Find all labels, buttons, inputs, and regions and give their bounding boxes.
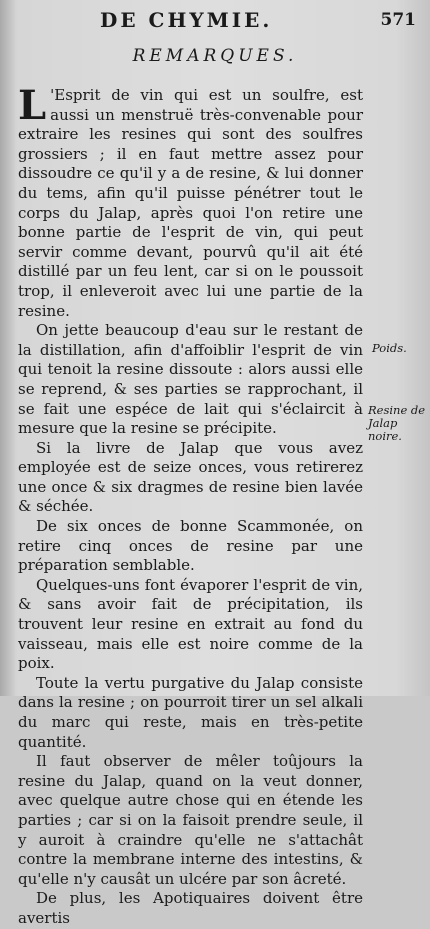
- drop-cap: L: [18, 82, 47, 129]
- margin-note-poids: Poids.: [372, 341, 407, 355]
- paragraph: On jette beaucoup d'eau sur le restant de la distillation, afin d'affoiblir l'esprit de vin qui tenoit la resine dissoute : alors aussi elle se reprend, & ses parties se rapprochant, il se fait une espéce de lait qui s'éclaircit à mesure que la resine se précipite.: [18, 321, 363, 438]
- paragraph: Quelques-uns font évaporer l'esprit de vin, & sans avoir fait de précipitation, ils trouvent leur resine en extrait au fond du vaisseau, mais elle est noire comme de la poix.: [18, 575, 363, 673]
- page-number: 571: [380, 10, 416, 30]
- running-head: [0, 6, 430, 34]
- margin-note-resine: Resine de Jalap noire.: [368, 403, 426, 443]
- paragraph: Toute la vertu purgative du Jalap consiste dans la resine ; on pourroit tirer un sel alkali du marc qui reste, mais en très-petite quantité.: [18, 673, 363, 751]
- paragraph-text: 'Esprit de vin qui est un soulfre, est aussi un menstruë très-convenable pour extraire les resines qui sont des soulfres grossiers ; il en faut mettre assez pour dissoudre ce qu'il y a de resine, & lui donner du tems, afin qu'il puisse pénétrer tout le corps du Jalap, après quoi l'on retire une bonne partie de l'esprit de vin, qui peut servir comme devant, pourvû qu'il ait été distillé par un feu lent, car si on le poussoit trop, il enleveroit avec lui une partie de la resine.: [18, 86, 363, 320]
- body-text: [18, 82, 363, 929]
- paragraph: Il faut observer de mêler toûjours la resine du Jalap, quand on la veut donner, avec quelque autre chose qui en étende les parties ; car si on la faisoit prendre seule, il y auroit à craindre qu'elle ne s'attachât contre la membrane interne des intestins, & qu'elle n'y causât un ulcére par son âcreté.: [18, 752, 363, 888]
- paragraph: De plus, les Apotiquaires doivent être avertis: [18, 889, 363, 927]
- paragraph: Si la livre de Jalap que vous avez employée est de seize onces, vous retirerez une once & six dragmes de resine bien lavée & séchée.: [18, 438, 363, 516]
- section-title: REMARQUES.: [132, 46, 298, 66]
- paragraph: De six onces de bonne Scammonée, on retire cinq onces de resine par une préparation semblable.: [18, 517, 363, 575]
- running-title: DE CHYMIE.: [100, 8, 273, 32]
- paragraph: [18, 82, 363, 321]
